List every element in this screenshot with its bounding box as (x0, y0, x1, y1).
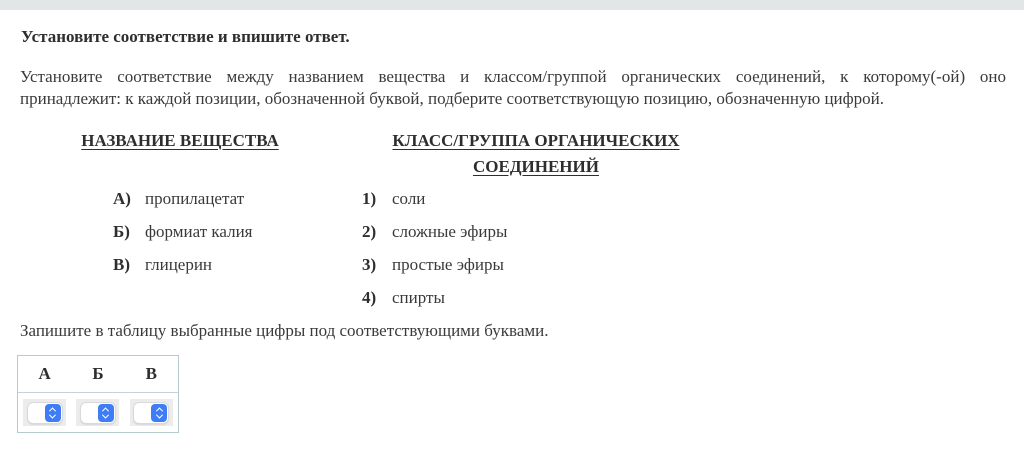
instructions-line-1: Установите соответствие между названием вещества и классом/группой органических соединений, к которому(-ой) оно (20, 67, 1006, 86)
chevron-down-icon (102, 411, 109, 418)
answer-select-a[interactable] (23, 399, 66, 426)
right-item-3-label: 3) (362, 255, 377, 274)
question-title: Установите соответствие и впишите ответ. (21, 27, 350, 46)
right-column-header-line2: СОЕДИНЕНИЙ (472, 157, 599, 176)
answer-cell-v (125, 393, 178, 432)
chevron-down-icon (49, 411, 56, 418)
right-item-4-text: спирты (392, 288, 445, 307)
answer-select-b-value (80, 402, 116, 424)
left-item-b-label: Б) (113, 222, 130, 241)
right-column-header (392, 128, 679, 180)
answer-instruction: Запишите в таблицу выбранные цифры под соответствующими буквами. (20, 321, 549, 340)
left-item-v-label: В) (113, 255, 130, 274)
right-column-header-line1: КЛАСС/ГРУППА ОРГАНИЧЕСКИХ (392, 131, 680, 150)
answer-select-v-value (133, 402, 169, 424)
left-column-header (81, 128, 278, 154)
instructions-line-2: принадлежит: к каждой позиции, обозначенной буквой, подберите соответствующую позицию, обозначенную цифрой. (20, 89, 885, 108)
answer-column-v-header: В (145, 364, 157, 383)
top-background-strip (0, 0, 1024, 10)
answer-cell-b (71, 393, 124, 432)
right-item-3-text: простые эфиры (392, 255, 504, 274)
right-item-1-text: соли (392, 189, 426, 208)
answer-table-input-row (18, 393, 178, 432)
answer-column-a-header: А (38, 364, 51, 383)
right-item-4-label: 4) (362, 288, 377, 307)
stepper-icon (151, 404, 167, 422)
answer-column-b-header: Б (92, 364, 104, 383)
answer-table-header-row (18, 356, 178, 393)
answer-select-v[interactable] (130, 399, 173, 426)
answer-cell-a (18, 393, 71, 432)
left-item-v-text: глицерин (145, 255, 213, 274)
stepper-icon (45, 404, 61, 422)
left-item-a-label: А) (113, 189, 131, 208)
answer-select-b[interactable] (76, 399, 119, 426)
question-instructions (20, 66, 1006, 110)
stepper-icon (98, 404, 114, 422)
answer-table (17, 355, 179, 433)
right-item-2-text: сложные эфиры (392, 222, 508, 241)
left-item-a-text: пропилацетат (145, 189, 245, 208)
left-column-header-text: НАЗВАНИЕ ВЕЩЕСТВА (81, 131, 279, 150)
right-item-2-label: 2) (362, 222, 377, 241)
left-item-b-text: формиат калия (145, 222, 253, 241)
right-item-1-label: 1) (362, 189, 377, 208)
answer-select-a-value (27, 402, 63, 424)
